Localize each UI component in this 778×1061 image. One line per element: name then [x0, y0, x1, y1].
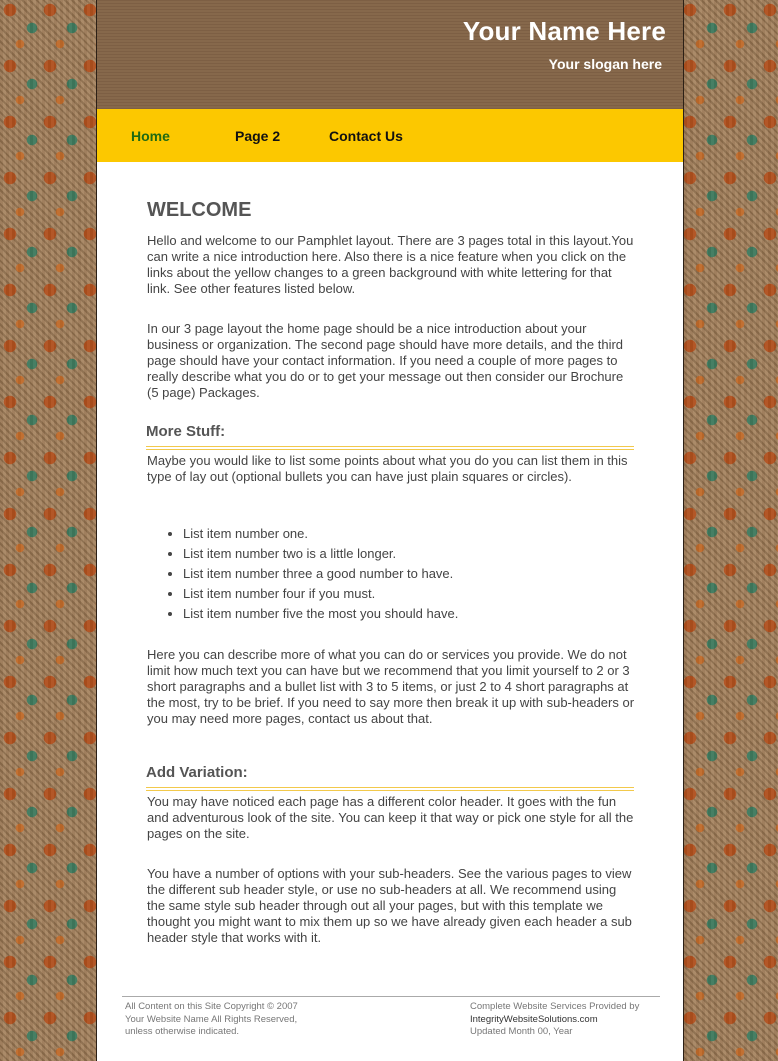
- subheader-more-stuff: More Stuff:: [146, 423, 634, 450]
- page-container: [97, 0, 683, 1061]
- layout-paragraph: In our 3 page layout the home page should be a nice introduction about your business or organization. The second page should have more details, and the third page should have your contact information. If you need a couple of more pages to really describe what you do or to get your message out then consider our Brochure (5 page) Packages.: [147, 321, 624, 400]
- subheader-add-variation: Add Variation:: [146, 764, 634, 791]
- site-name: Your Name Here: [462, 16, 666, 46]
- footer-credits: Complete Website Services Provided by IntegrityWebsiteSolutions.com Updated Month 00, Year: [470, 1001, 680, 1039]
- list-item: • List item number one.: [183, 524, 458, 544]
- left-pattern-border: [0, 0, 98, 1061]
- list-item: • List item number two is a little longer.: [183, 544, 458, 564]
- site-header: [97, 0, 683, 109]
- nav-page-2[interactable]: Page 2: [235, 128, 281, 144]
- site-slogan: Your slogan here: [548, 56, 662, 72]
- nav-home[interactable]: Home: [131, 128, 170, 144]
- page-title: WELCOME: [147, 199, 252, 221]
- footer-copyright: All Content on this Site Copyright © 2007 Your Website Name All Rights Reserved, unless otherwise indicated.: [125, 1001, 298, 1037]
- list-item: • List item number four if you must.: [183, 584, 458, 604]
- list-item: • List item number three a good number to have.: [183, 564, 458, 584]
- nav-contact-us[interactable]: Contact Us: [329, 128, 403, 144]
- credits-link[interactable]: IntegrityWebsiteSolutions.com: [470, 1013, 598, 1025]
- main-nav: [97, 109, 683, 162]
- footer-divider: [122, 996, 660, 997]
- list-item: • List item number five the most you should have.: [183, 604, 458, 624]
- subheader-options-paragraph: You have a number of options with your sub-headers. See the various pages to view the different sub header style, or use no sub-headers at all. We recommend using the same style sub header through out all your pages, but with this template we thought you might want to mix them up so we have already given each header a sub header style that works with it.: [147, 866, 632, 945]
- list-intro-paragraph: Maybe you would like to list some points about what you do you can list them in this type of lay out (optional bullets you can have just plain squares or circles).: [147, 453, 628, 484]
- right-pattern-border: [682, 0, 778, 1061]
- intro-paragraph: Hello and welcome to our Pamphlet layout. There are 3 pages total in this layout.You can write a nice introduction here. Also there is a nice feature when you click on the links about the yellow changes to a green background with white lettering for that link. See other features listed below.: [147, 233, 634, 296]
- variation-paragraph: You may have noticed each page has a different color header. It goes with the fun and adventurous look of the site. You can keep it that way or pick one style for all the pages on the site.: [147, 794, 634, 841]
- bullet-list: [147, 524, 458, 624]
- services-paragraph: Here you can describe more of what you can do or services you provide. We do not limit how much text you can have but we recommend that you limit yourself to 2 or 3 short paragraphs and a bullet list with 3 to 5 items, or just 2 to 4 short paragraphs at the most, try to be brief. If you need to say more then break it up with sub-headers or you may need more pages, contact us about that.: [147, 647, 635, 726]
